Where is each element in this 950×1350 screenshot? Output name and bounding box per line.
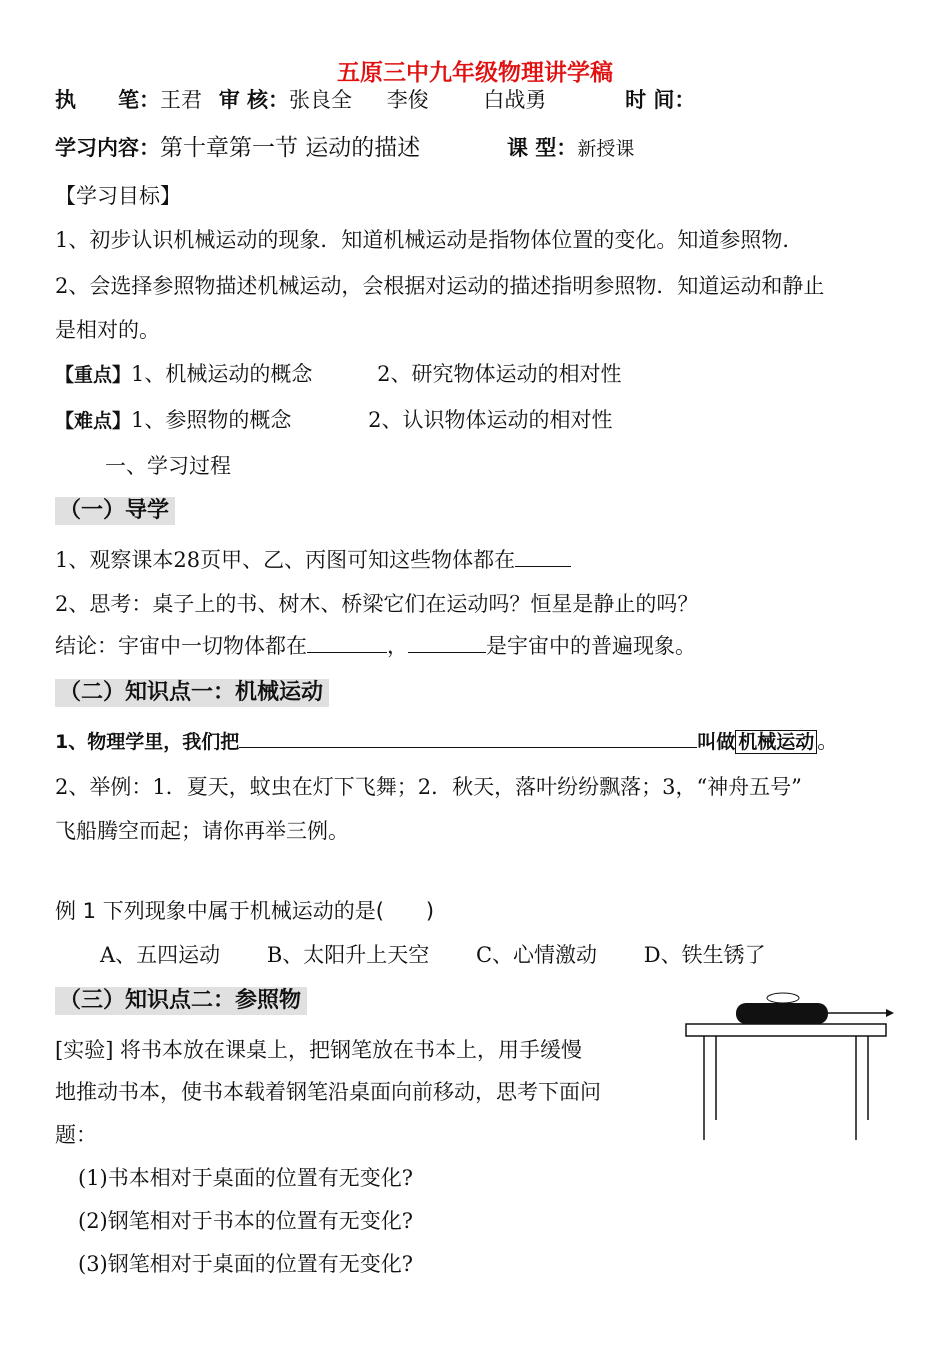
section1-heading-row — [55, 496, 175, 525]
section1-q2: 2、思考：桌子上的书、树木、桥梁它们在运动吗？恒星是静止的吗？ — [55, 592, 699, 616]
writer-name: 王君 — [160, 88, 202, 112]
section2-definition — [55, 727, 838, 756]
difficult-point-2: 2、认识物体运动的相对性 — [368, 408, 613, 432]
key-points-label: 【重点】 — [55, 364, 132, 386]
experiment-question-1: (1)书本相对于桌面的位置有无变化? — [78, 1166, 414, 1190]
option-a[interactable]: A、五四运动 — [100, 943, 221, 967]
option-b[interactable]: B、太阳升上天空 — [266, 943, 430, 967]
answer-blank[interactable] — [515, 546, 571, 567]
answer-blank[interactable] — [239, 727, 697, 748]
experiment-line-1: [实验] 将书本放在课桌上，把钢笔放在书本上，用手缓慢 — [55, 1038, 583, 1062]
type-label: 课 型： — [507, 136, 578, 160]
pen-icon — [767, 993, 799, 1003]
book-icon — [736, 1003, 828, 1024]
definition-suffix: 叫做 — [697, 731, 736, 753]
lesson-content: 第十章第一节 运动的描述 — [160, 135, 421, 161]
section3-heading-row — [55, 986, 307, 1015]
difficult-points-line — [55, 406, 612, 435]
key-point-1: 1、机械运动的概念 — [131, 362, 313, 386]
conclusion-text-a: 结论：宇宙中一切物体都在 — [55, 634, 307, 658]
reviewer-2: 李俊 — [386, 88, 429, 112]
reviewer-3: 白战勇 — [483, 88, 547, 112]
section2-example-2: 飞船腾空而起；请你再举三例。 — [55, 819, 349, 843]
time-label: 时 间： — [625, 88, 696, 112]
answer-blank[interactable] — [408, 632, 486, 653]
objectives-heading: 【学习目标】 — [55, 184, 181, 208]
process-heading: 一、学习过程 — [105, 454, 231, 478]
experiment-line-3: 题： — [55, 1123, 97, 1147]
option-c[interactable]: C、心情激动 — [475, 943, 598, 967]
key-points-line — [55, 360, 621, 389]
example1-options — [100, 941, 766, 969]
section3-heading: （三）知识点二：参照物 — [55, 987, 307, 1015]
experiment-question-3: (3)钢笔相对于桌面的位置有无变化? — [78, 1252, 414, 1276]
objective-1: 1、初步认识机械运动的现象．知道机械运动是指物体位置的变化。知道参照物． — [55, 228, 804, 252]
conclusion-text-b: ， — [387, 634, 408, 658]
difficult-points-label: 【难点】 — [55, 410, 132, 432]
definition-prefix: 1、物理学里，我们把 — [55, 731, 240, 753]
reviewer-1: 张良全 — [289, 88, 352, 112]
term-box: 机械运动 — [735, 730, 817, 754]
key-point-2: 2、研究物体运动的相对性 — [377, 362, 622, 386]
meta-line — [55, 86, 695, 114]
desk-illustration — [680, 990, 900, 1150]
reviewer-label: 审 核： — [218, 88, 289, 112]
example1-question: 例 1 下列现象中属于机械运动的是( ) — [55, 899, 435, 923]
content-label: 学习内容： — [55, 136, 160, 160]
section2-heading-row — [55, 678, 329, 707]
lesson-type: 新授课 — [577, 138, 635, 160]
conclusion-text-c: 是宇宙中的普遍现象。 — [486, 634, 696, 658]
section1-q1 — [55, 546, 571, 574]
definition-end: 。 — [817, 729, 839, 753]
section2-heading: （二）知识点一：机械运动 — [55, 679, 329, 707]
section1-conclusion — [55, 632, 696, 660]
arrow-head-icon — [886, 1009, 894, 1017]
answer-blank[interactable] — [307, 632, 387, 653]
desk-top — [686, 1024, 886, 1036]
objective-2-cont: 是相对的。 — [55, 318, 160, 342]
section1-heading: （一）导学 — [55, 497, 175, 525]
option-d[interactable]: D、铁生锈了 — [643, 943, 766, 967]
experiment-line-2: 地推动书本，使书本载着钢笔沿桌面向前移动，思考下面问 — [55, 1080, 601, 1104]
writer-label: 执 笔： — [55, 88, 160, 112]
objective-2: 2、会选择参照物描述机械运动，会根据对运动的描述指明参照物．知道运动和静止 — [55, 274, 825, 298]
section2-example-1: 2、举例：1．夏天，蚊虫在灯下飞舞；2．秋天，落叶纷纷飘落；3，“神舟五号” — [55, 775, 802, 799]
section1-q1-text: 1、观察课本28页甲、乙、丙图可知这些物体都在 — [55, 548, 516, 572]
difficult-point-1: 1、参照物的概念 — [131, 408, 292, 432]
experiment-question-2: (2)钢笔相对于书本的位置有无变化? — [78, 1209, 414, 1233]
document-title: 五原三中九年级物理讲学稿 — [337, 60, 613, 86]
lesson-line — [55, 134, 634, 163]
